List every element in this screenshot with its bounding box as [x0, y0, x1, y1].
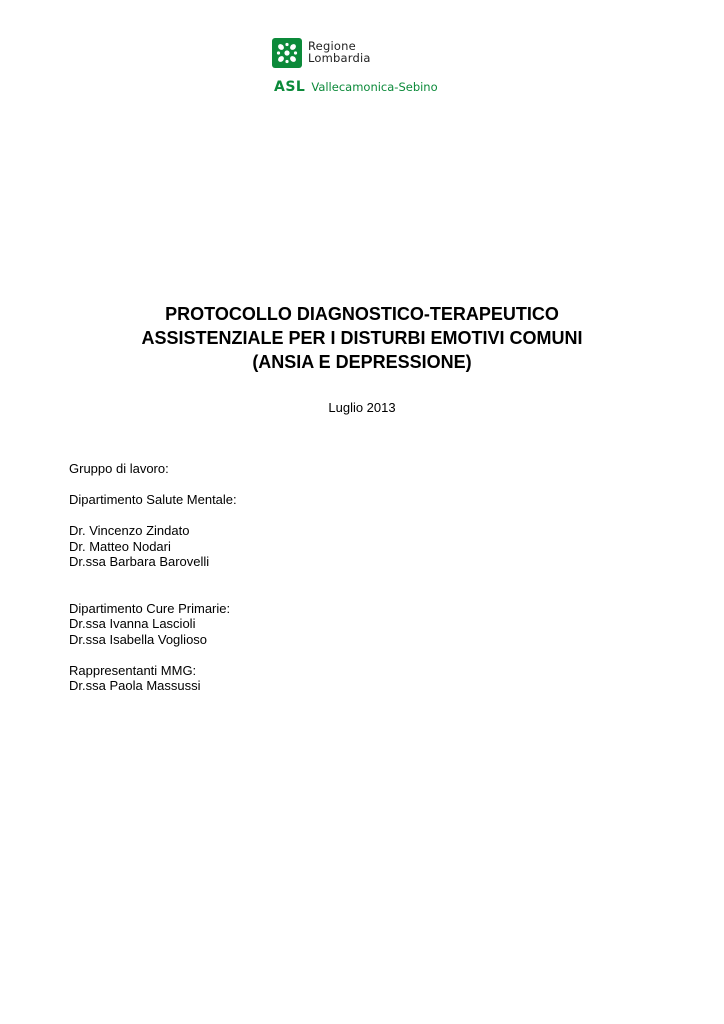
- section-heading: Dipartimento Salute Mentale:: [69, 492, 237, 507]
- working-group: [69, 461, 237, 694]
- asl-abbr: ASL: [274, 79, 306, 95]
- member-name: Dr.ssa Barbara Barovelli: [69, 554, 210, 569]
- member-name: Dr.ssa Isabella Voglioso: [69, 631, 208, 647]
- member-name: Dr. Matteo Nodari: [69, 538, 171, 554]
- asl-name: Vallecamonica-Sebino: [311, 80, 438, 94]
- member-name: Dr.ssa Ivanna Lascioli: [69, 616, 196, 631]
- section-heading: Dipartimento Cure Primarie:: [69, 600, 231, 616]
- section-heading: Rappresentanti MMG:: [69, 662, 197, 678]
- title-line: PROTOCOLLO DIAGNOSTICO-TERAPEUTICO: [165, 304, 559, 324]
- region-line-1: Regione: [308, 39, 356, 53]
- region-line-2: Lombardia: [308, 51, 371, 65]
- member-name: Dr. Vincenzo Zindato: [69, 523, 190, 538]
- asl-logo: [272, 38, 472, 98]
- asl-line: [274, 76, 438, 95]
- member-name: Dr.ssa Paola Massussi: [69, 678, 201, 693]
- document-title: [0, 302, 724, 374]
- rosa-camuna-icon: [272, 38, 302, 68]
- region-name: [308, 40, 371, 64]
- title-line: ASSISTENZIALE PER I DISTURBI EMOTIVI COMUNI: [141, 328, 583, 348]
- title-line: (ANSIA E DEPRESSIONE): [252, 352, 472, 372]
- working-group-label: Gruppo di lavoro:: [69, 461, 169, 476]
- document-date: Luglio 2013: [328, 400, 396, 415]
